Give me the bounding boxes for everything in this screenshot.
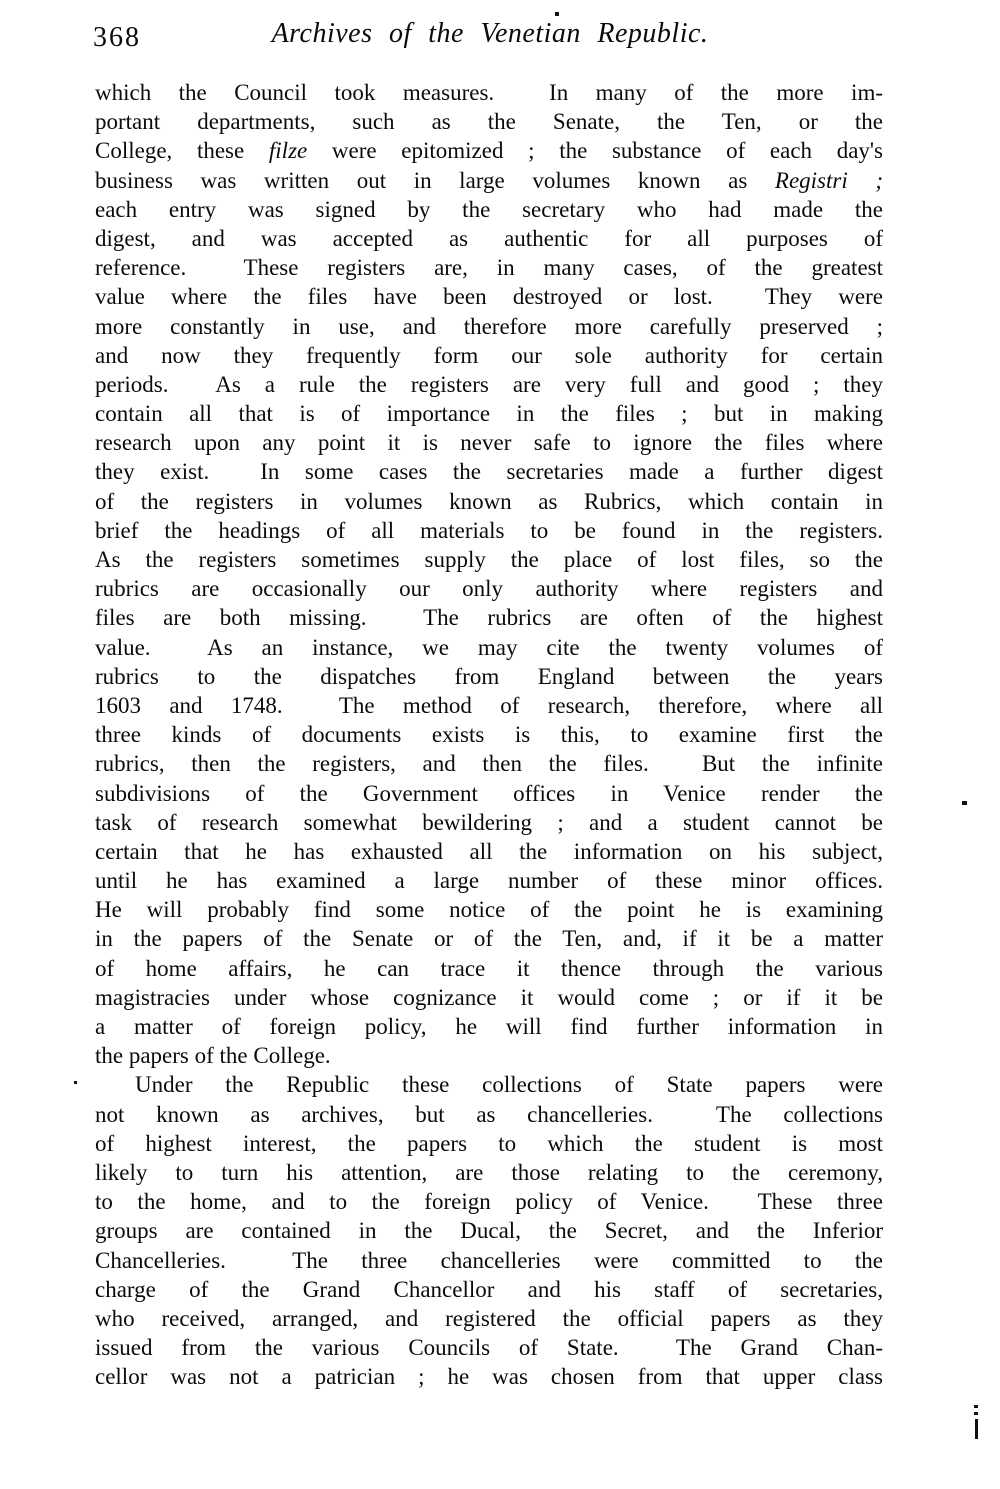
text-segment: subdivisions of the Government offices in Venice render the bbox=[95, 780, 883, 806]
text-segment: He will probably find some notice of the point he is examining bbox=[95, 897, 883, 923]
text-segment: brief the headings of all materials to be found in the registers. bbox=[95, 517, 883, 543]
text-segment: to the home, and to the foreign policy of Venice. These three bbox=[95, 1189, 883, 1215]
text-line bbox=[95, 370, 883, 399]
text-segment: of home affairs, he can trace it thence through the various bbox=[95, 955, 883, 981]
text-segment: who received, arranged, and registered the official papers as they bbox=[95, 1305, 883, 1331]
text-line bbox=[95, 78, 883, 107]
text-segment: College, these bbox=[95, 138, 269, 164]
text-segment: rubrics to the dispatches from England between the years bbox=[95, 663, 883, 689]
text-line bbox=[95, 574, 883, 603]
text-segment: groups are contained in the Ducal, the Secret, and the Inferior bbox=[95, 1218, 883, 1244]
text-line bbox=[95, 136, 883, 165]
text-segment: more constantly in use, and therefore more carefully preserved ; bbox=[95, 313, 883, 339]
text-line bbox=[95, 457, 883, 486]
text-segment: and now they frequently form our sole authority for certain bbox=[95, 342, 883, 368]
text-line bbox=[95, 895, 883, 924]
text-line bbox=[95, 1100, 883, 1129]
text-segment: which the Council took measures. In many of the more im- bbox=[95, 80, 883, 105]
scan-mark bbox=[974, 1412, 978, 1415]
text-line bbox=[95, 487, 883, 516]
text-line bbox=[95, 253, 883, 282]
text-segment: reference. These registers are, in many cases, of the greatest bbox=[95, 255, 883, 281]
text-line bbox=[95, 924, 883, 953]
text-segment: likely to turn his attention, are those relating to the ceremony, bbox=[95, 1159, 883, 1185]
text-line bbox=[95, 1216, 883, 1245]
text-segment: files are both missing. The rubrics are often of the highest bbox=[95, 605, 883, 631]
text-segment: rubrics are occasionally our only authority where registers and bbox=[95, 576, 883, 602]
text-line bbox=[95, 545, 883, 574]
text-segment: value. As an instance, we may cite the twenty volumes of bbox=[95, 634, 883, 660]
text-line bbox=[95, 166, 883, 195]
text-segment: magistracies under whose cognizance it would come ; or if it be bbox=[95, 984, 883, 1010]
text-segment: of the registers in volumes known as Rubrics, which contain in bbox=[95, 488, 883, 514]
text-segment: value where the files have been destroyed or lost. They were bbox=[95, 284, 883, 310]
text-segment: rubrics, then the registers, and then the files. But the infinite bbox=[95, 751, 883, 777]
text-line bbox=[95, 808, 883, 837]
text-line bbox=[95, 107, 883, 136]
scan-speck bbox=[74, 1081, 77, 1084]
text-line bbox=[95, 1158, 883, 1187]
text-segment: digest, and was accepted as authentic for all purposes of bbox=[95, 225, 883, 251]
text-line bbox=[95, 195, 883, 224]
text-segment: research upon any point it is never safe to ignore the files where bbox=[95, 430, 883, 456]
text-line bbox=[95, 983, 883, 1012]
text-line bbox=[95, 866, 883, 895]
text-line bbox=[95, 720, 883, 749]
text-line bbox=[95, 1187, 883, 1216]
page-number: 368 bbox=[93, 22, 141, 53]
italic-text: filze bbox=[268, 138, 308, 164]
text-segment: Under the Republic these collections of State papers were bbox=[135, 1072, 883, 1098]
scan-mark bbox=[974, 1405, 978, 1408]
text-segment: contain all that is of importance in the files ; but in making bbox=[95, 401, 883, 427]
italic-text: Registri ; bbox=[774, 167, 883, 193]
text-segment: As the registers sometimes supply the place of lost files, so the bbox=[95, 547, 883, 572]
text-line bbox=[95, 428, 883, 457]
scan-speck bbox=[555, 12, 559, 16]
text-segment: business was written out in large volumes known as bbox=[95, 167, 775, 193]
text-segment: a matter of foreign policy, he will find further information in bbox=[95, 1014, 883, 1039]
text-line bbox=[95, 399, 883, 428]
text-line bbox=[95, 312, 883, 341]
text-segment: not known as archives, but as chancelleries. The collections bbox=[95, 1101, 883, 1127]
text-line bbox=[95, 1041, 883, 1070]
text-line bbox=[95, 779, 883, 808]
text-segment: charge of the Grand Chancellor and his staff of secretaries, bbox=[95, 1276, 883, 1302]
scan-mark bbox=[975, 1419, 978, 1439]
text-line bbox=[95, 633, 883, 662]
text-line bbox=[95, 1304, 883, 1333]
text-line bbox=[95, 282, 883, 311]
text-segment: of highest interest, the papers to which the student is most bbox=[95, 1130, 883, 1156]
text-line bbox=[95, 691, 883, 720]
text-segment: certain that he has exhausted all the information on his subject, bbox=[95, 838, 883, 864]
text-segment: Chancelleries. The three chancelleries were committed to the bbox=[95, 1247, 883, 1273]
text-segment: periods. As a rule the registers are very full and good ; they bbox=[95, 371, 883, 397]
body-text bbox=[95, 78, 883, 1391]
text-line bbox=[95, 1275, 883, 1304]
text-line bbox=[95, 1012, 883, 1041]
text-line bbox=[95, 954, 883, 983]
text-segment: task of research somewhat bewildering ; and a student cannot be bbox=[95, 809, 883, 835]
text-line bbox=[95, 516, 883, 545]
text-line bbox=[95, 1333, 883, 1362]
text-line bbox=[95, 837, 883, 866]
text-segment: in the papers of the Senate or of the Ten, and, if it be a matter bbox=[95, 926, 883, 952]
text-segment: until he has examined a large number of these minor offices. bbox=[95, 868, 883, 894]
running-title: Archives of the Venetian Republic. bbox=[271, 18, 709, 49]
text-segment: cellor was not a patrician ; he was chosen from that upper class bbox=[95, 1364, 883, 1390]
text-line bbox=[95, 603, 883, 632]
text-segment: three kinds of documents exists is this, to examine first the bbox=[95, 722, 883, 748]
text-line bbox=[95, 1362, 883, 1391]
text-segment: the papers of the College. bbox=[95, 1043, 331, 1069]
text-segment: each entry was signed by the secretary who had made the bbox=[95, 196, 883, 222]
text-line bbox=[95, 1129, 883, 1158]
text-segment: portant departments, such as the Senate, the Ten, or the bbox=[95, 109, 883, 135]
text-line bbox=[95, 224, 883, 253]
scan-speck bbox=[962, 801, 967, 805]
text-line bbox=[95, 341, 883, 370]
text-segment: 1603 and 1748. The method of research, therefore, where all bbox=[95, 692, 883, 718]
text-segment: issued from the various Councils of State. The Grand Chan- bbox=[95, 1335, 883, 1361]
text-line bbox=[95, 1246, 883, 1275]
text-line bbox=[95, 749, 883, 778]
text-segment: they exist. In some cases the secretaries made a further digest bbox=[95, 459, 883, 485]
text-segment: were epitomized ; the substance of each day's bbox=[307, 138, 883, 164]
text-line bbox=[95, 1070, 883, 1099]
text-line bbox=[95, 662, 883, 691]
